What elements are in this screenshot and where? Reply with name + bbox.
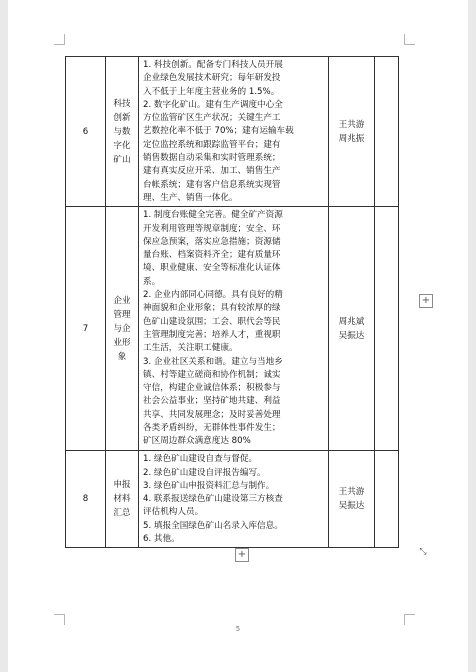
category-line: 科技	[113, 98, 131, 109]
content-line: 系。	[143, 276, 161, 287]
task-table	[65, 56, 399, 548]
content-line: 守信，构建企业诚信体系；积极参与	[143, 383, 281, 394]
content-line: 镇、村等建立磋商和协作机制；诚实	[143, 369, 281, 380]
category-cell[interactable]	[106, 207, 139, 451]
crop-mark-bottom-right	[404, 614, 415, 625]
empty-cell[interactable]	[375, 451, 399, 548]
content-cell[interactable]	[139, 57, 329, 207]
content-cell[interactable]	[139, 207, 329, 451]
content-line: 工生活，关注职工健康。	[143, 343, 238, 354]
content-line: 销售数据自动采集和实时管理系统；	[143, 153, 281, 164]
content-line: 1. 绿色矿山建设自查与督促。	[143, 454, 258, 465]
content-line: 2. 绿色矿山建设自评报告编写。	[143, 467, 266, 478]
category-line: 材料	[113, 494, 131, 505]
category-line: 创新	[113, 112, 131, 123]
content-line: 各类矛盾纠纷，无群体性事件发生；	[143, 423, 281, 434]
category-line: 管理	[113, 309, 131, 320]
category-line: 申报	[113, 480, 131, 491]
content-line: 方位监管矿区生产状况；关键生产工	[143, 113, 281, 124]
row-number[interactable]: 6	[66, 57, 106, 207]
add-column-button[interactable]: +	[419, 294, 433, 308]
content-line: 主管理制度完善；培养人才，重视职	[143, 329, 281, 340]
content-line: 3. 企业社区关系和谐。建立与当地乡	[143, 356, 283, 367]
person-cell[interactable]	[329, 57, 375, 207]
content-line: 保应急预案，落实应急措施；资源储	[143, 236, 281, 247]
table-row	[66, 207, 399, 451]
content-line: 入不低于上年度主营业务的 1.5%。	[143, 86, 280, 97]
empty-cell[interactable]	[375, 207, 399, 451]
content-line: 3. 绿色矿山申报资料汇总与制作。	[143, 480, 275, 491]
empty-cell[interactable]	[375, 57, 399, 207]
content-line: 1. 制度台账健全完善。健全矿产资源	[143, 210, 283, 221]
content-line: 色矿山建设氛围；工会、职代会等民	[143, 316, 281, 327]
content-line: 共享、共同发展理念；及时妥善处理	[143, 409, 281, 420]
person-name: 王共游	[338, 487, 365, 498]
content-line: 台帐系统；建有客户信息系统实现管	[143, 179, 281, 190]
content-line: 矿区周边群众满意度达 80%	[143, 436, 251, 447]
content-line: 5. 填报全国绿色矿山名录入库信息。	[143, 520, 283, 531]
person-cell[interactable]	[329, 451, 375, 548]
table-resize-handle-icon[interactable]: ⤡	[419, 547, 427, 557]
content-line: 量台账、档案资料齐全；建有质量环	[143, 250, 281, 261]
crop-mark-bottom-left	[54, 614, 65, 625]
category-line: 业形	[113, 337, 131, 348]
content-line: 2. 数字化矿山。建有生产调度中心全	[143, 99, 283, 110]
person-name: 吴振达	[338, 330, 365, 341]
content-line: 社会公益事业；坚持矿地共建、利益	[143, 396, 281, 407]
content-line: 评估机构人员。	[143, 507, 204, 518]
content-line: 企业绿色发展技术研究；每年研发投	[143, 73, 281, 84]
content-line: 定位监控系统和跟踪监管平台；建有	[143, 139, 281, 150]
content-line: 4. 联系报送绿色矿山建设第三方核查	[143, 494, 283, 505]
row-number[interactable]: 7	[66, 207, 106, 451]
add-row-button[interactable]: +	[235, 548, 249, 562]
table-row	[66, 451, 399, 548]
content-line: 建有真实反应开采、加工、销售生产	[143, 166, 281, 177]
content-line: 1. 科技创新。配备专门科技人员开展	[143, 60, 283, 70]
content-line: 神面貌和企业形象；具有较浓厚的绿	[143, 303, 281, 314]
content-line: 2. 企业内部同心同德。具有良好的精	[143, 290, 283, 301]
person-name: 周兆斌	[338, 316, 365, 327]
category-line: 字化	[113, 140, 131, 151]
content-line: 开发利用管理等规章制度；安全、环	[143, 223, 281, 234]
crop-mark-top-right	[404, 34, 415, 45]
content-cell[interactable]	[139, 451, 329, 548]
category-line: 与企	[113, 323, 131, 334]
person-cell[interactable]	[329, 207, 375, 451]
category-line: 汇总	[113, 508, 131, 519]
category-line: 与数	[113, 126, 131, 137]
category-line: 企业	[113, 295, 131, 306]
content-line: 6. 其他。	[143, 534, 180, 545]
crop-mark-top-left	[54, 34, 65, 45]
table-row	[66, 57, 399, 207]
category-line: 象	[117, 351, 127, 362]
row-number[interactable]: 8	[66, 451, 106, 548]
person-name: 吴振达	[338, 501, 365, 512]
content-line: 境、职业健康、安全等标准化认证体	[143, 263, 281, 274]
category-line: 矿山	[113, 154, 131, 165]
person-name: 周兆振	[338, 133, 365, 144]
content-line: 艺数控化率不低于 70%；建有运输车载	[143, 126, 294, 137]
person-name: 王共游	[338, 119, 365, 130]
category-cell[interactable]	[106, 57, 139, 207]
page-number: 5	[235, 625, 241, 633]
content-line: 理、生产、销售一体化。	[143, 192, 238, 203]
category-cell[interactable]	[106, 451, 139, 548]
